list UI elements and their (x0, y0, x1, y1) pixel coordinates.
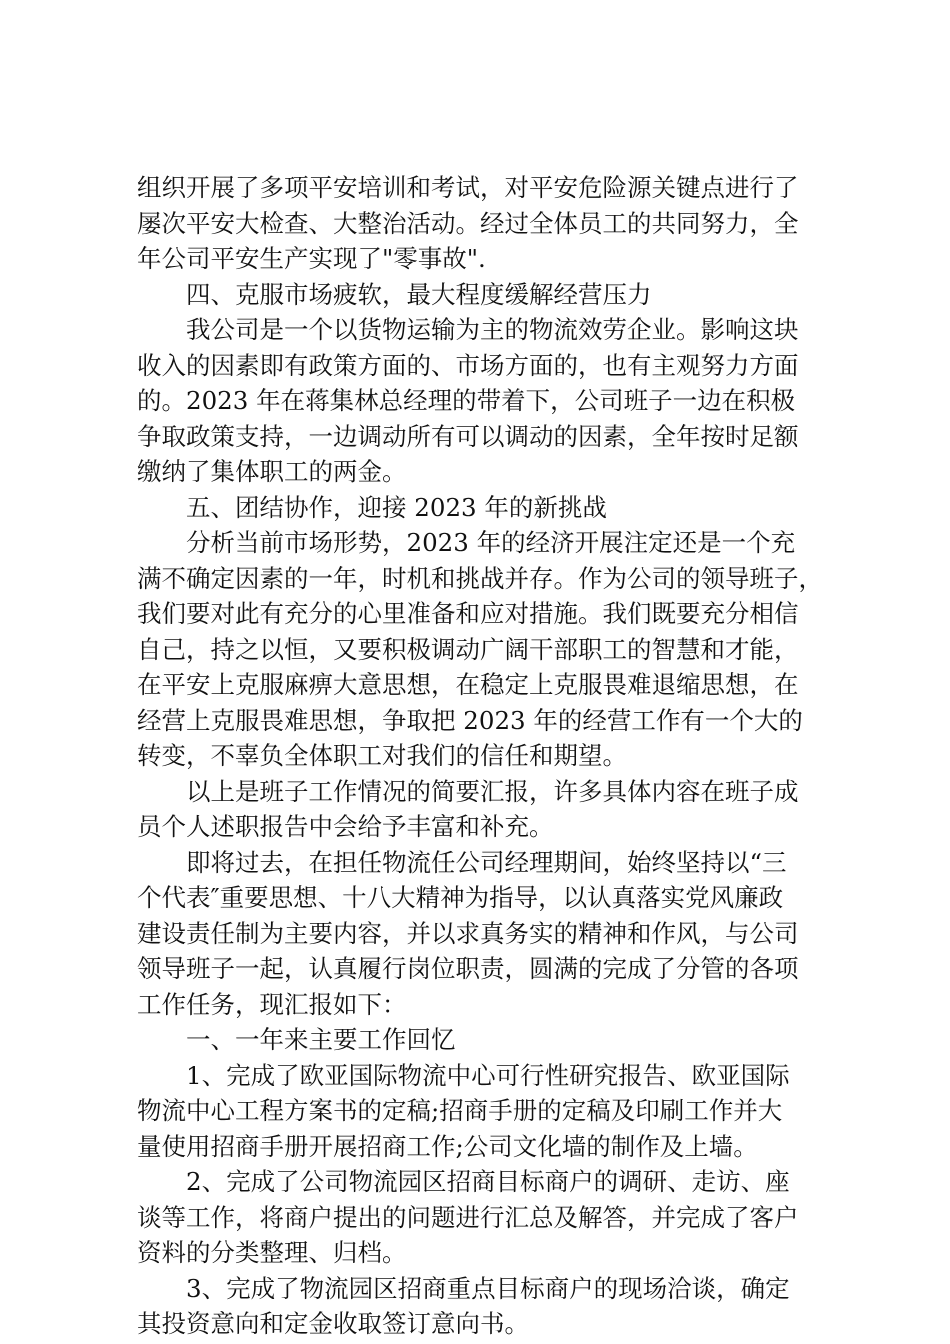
text-line: 争取政策支持，一边调动所有可以调动的因素，全年按时足额 (137, 421, 799, 451)
text-line: 转变，不辜负全体职工对我们的信任和期望。 (137, 741, 627, 770)
text-line: 满不确定因素的一年，时机和挑战并存。作为公司的领导班子， (137, 563, 823, 593)
text-line: 量使用招商手册开展招商工作;公司文化墙的制作及上墙。 (137, 1131, 758, 1161)
text-line: 的。2023 年在蒋集林总经理的带着下，公司班子一边在积极 (137, 386, 796, 415)
text-line: 建设责任制为主要内容，并以求真务实的精神和作风，与公司 (137, 918, 799, 948)
text-line: 3、完成了物流园区招商重点目标商户的现场洽谈，确定 (186, 1273, 790, 1303)
text-line: 物流中心工程方案书的定稿;招商手册的定稿及印刷工作并大 (137, 1096, 783, 1125)
text-line: 领导班子一起，认真履行岗位职责，圆满的完成了分管的各项 (137, 954, 799, 983)
text-line: 员个人述职报告中会给予丰富和补充。 (137, 812, 554, 841)
text-line: 一、一年来主要工作回忆 (186, 1025, 456, 1054)
text-line: 其投资意向和定金收取签订意向书。 (137, 1309, 529, 1338)
text-line: 组织开展了多项平安培训和考试，对平安危险源关键点进行了 (137, 173, 799, 202)
text-line: 工作任务，现汇报如下： (137, 989, 407, 1019)
text-line: 即将过去，在担任物流任公司经理期间，始终坚持以“三 (186, 847, 787, 877)
document-body (137, 170, 827, 1342)
text-line: 收入的因素即有政策方面的、市场方面的，也有主观努力方面 (137, 350, 799, 380)
text-line: 在平安上克服麻痹大意思想，在稳定上克服畏难退缩思想，在 (137, 670, 799, 699)
text-line: 以上是班子工作情况的简要汇报，许多具体内容在班子成 (186, 776, 799, 806)
text-line: 我们要对此有充分的心里准备和应对措施。我们既要充分相信 (137, 599, 799, 628)
text-line: 谈等工作，将商户提出的问题进行汇总及解答，并完成了客户 (137, 1202, 799, 1232)
text-line: 缴纳了集体职工的两金。 (137, 457, 407, 486)
text-line: 我公司是一个以货物运输为主的物流效劳企业。影响这块 (186, 315, 799, 344)
text-line: 自己，持之以恒，又要积极调动广阔干部职工的智慧和才能， (137, 634, 799, 664)
text-line: 年公司平安生产实现了"零事故". (137, 244, 486, 273)
text-line: 个代表″重要思想、十八大精神为指导，以认真落实党风廉政 (137, 883, 784, 912)
text-line: 四、克服市场疲软，最大程度缓解经营压力 (186, 279, 652, 309)
text-line: 屡次平安大检查、大整治活动。经过全体员工的共同努力，全 (137, 208, 799, 238)
text-line: 五、团结协作，迎接 2023 年的新挑战 (186, 492, 607, 522)
text-line: 经营上克服畏难思想，争取把 2023 年的经营工作有一个大的 (137, 705, 803, 735)
text-line: 1、完成了欧亚国际物流中心可行性研究报告、欧亚国际 (186, 1060, 790, 1090)
text-line: 分析当前市场形势，2023 年的经济开展注定还是一个充 (186, 528, 796, 557)
text-line: 2、完成了公司物流园区招商目标商户的调研、走访、座 (186, 1167, 790, 1196)
text-line: 资料的分类整理、归档。 (137, 1238, 407, 1267)
